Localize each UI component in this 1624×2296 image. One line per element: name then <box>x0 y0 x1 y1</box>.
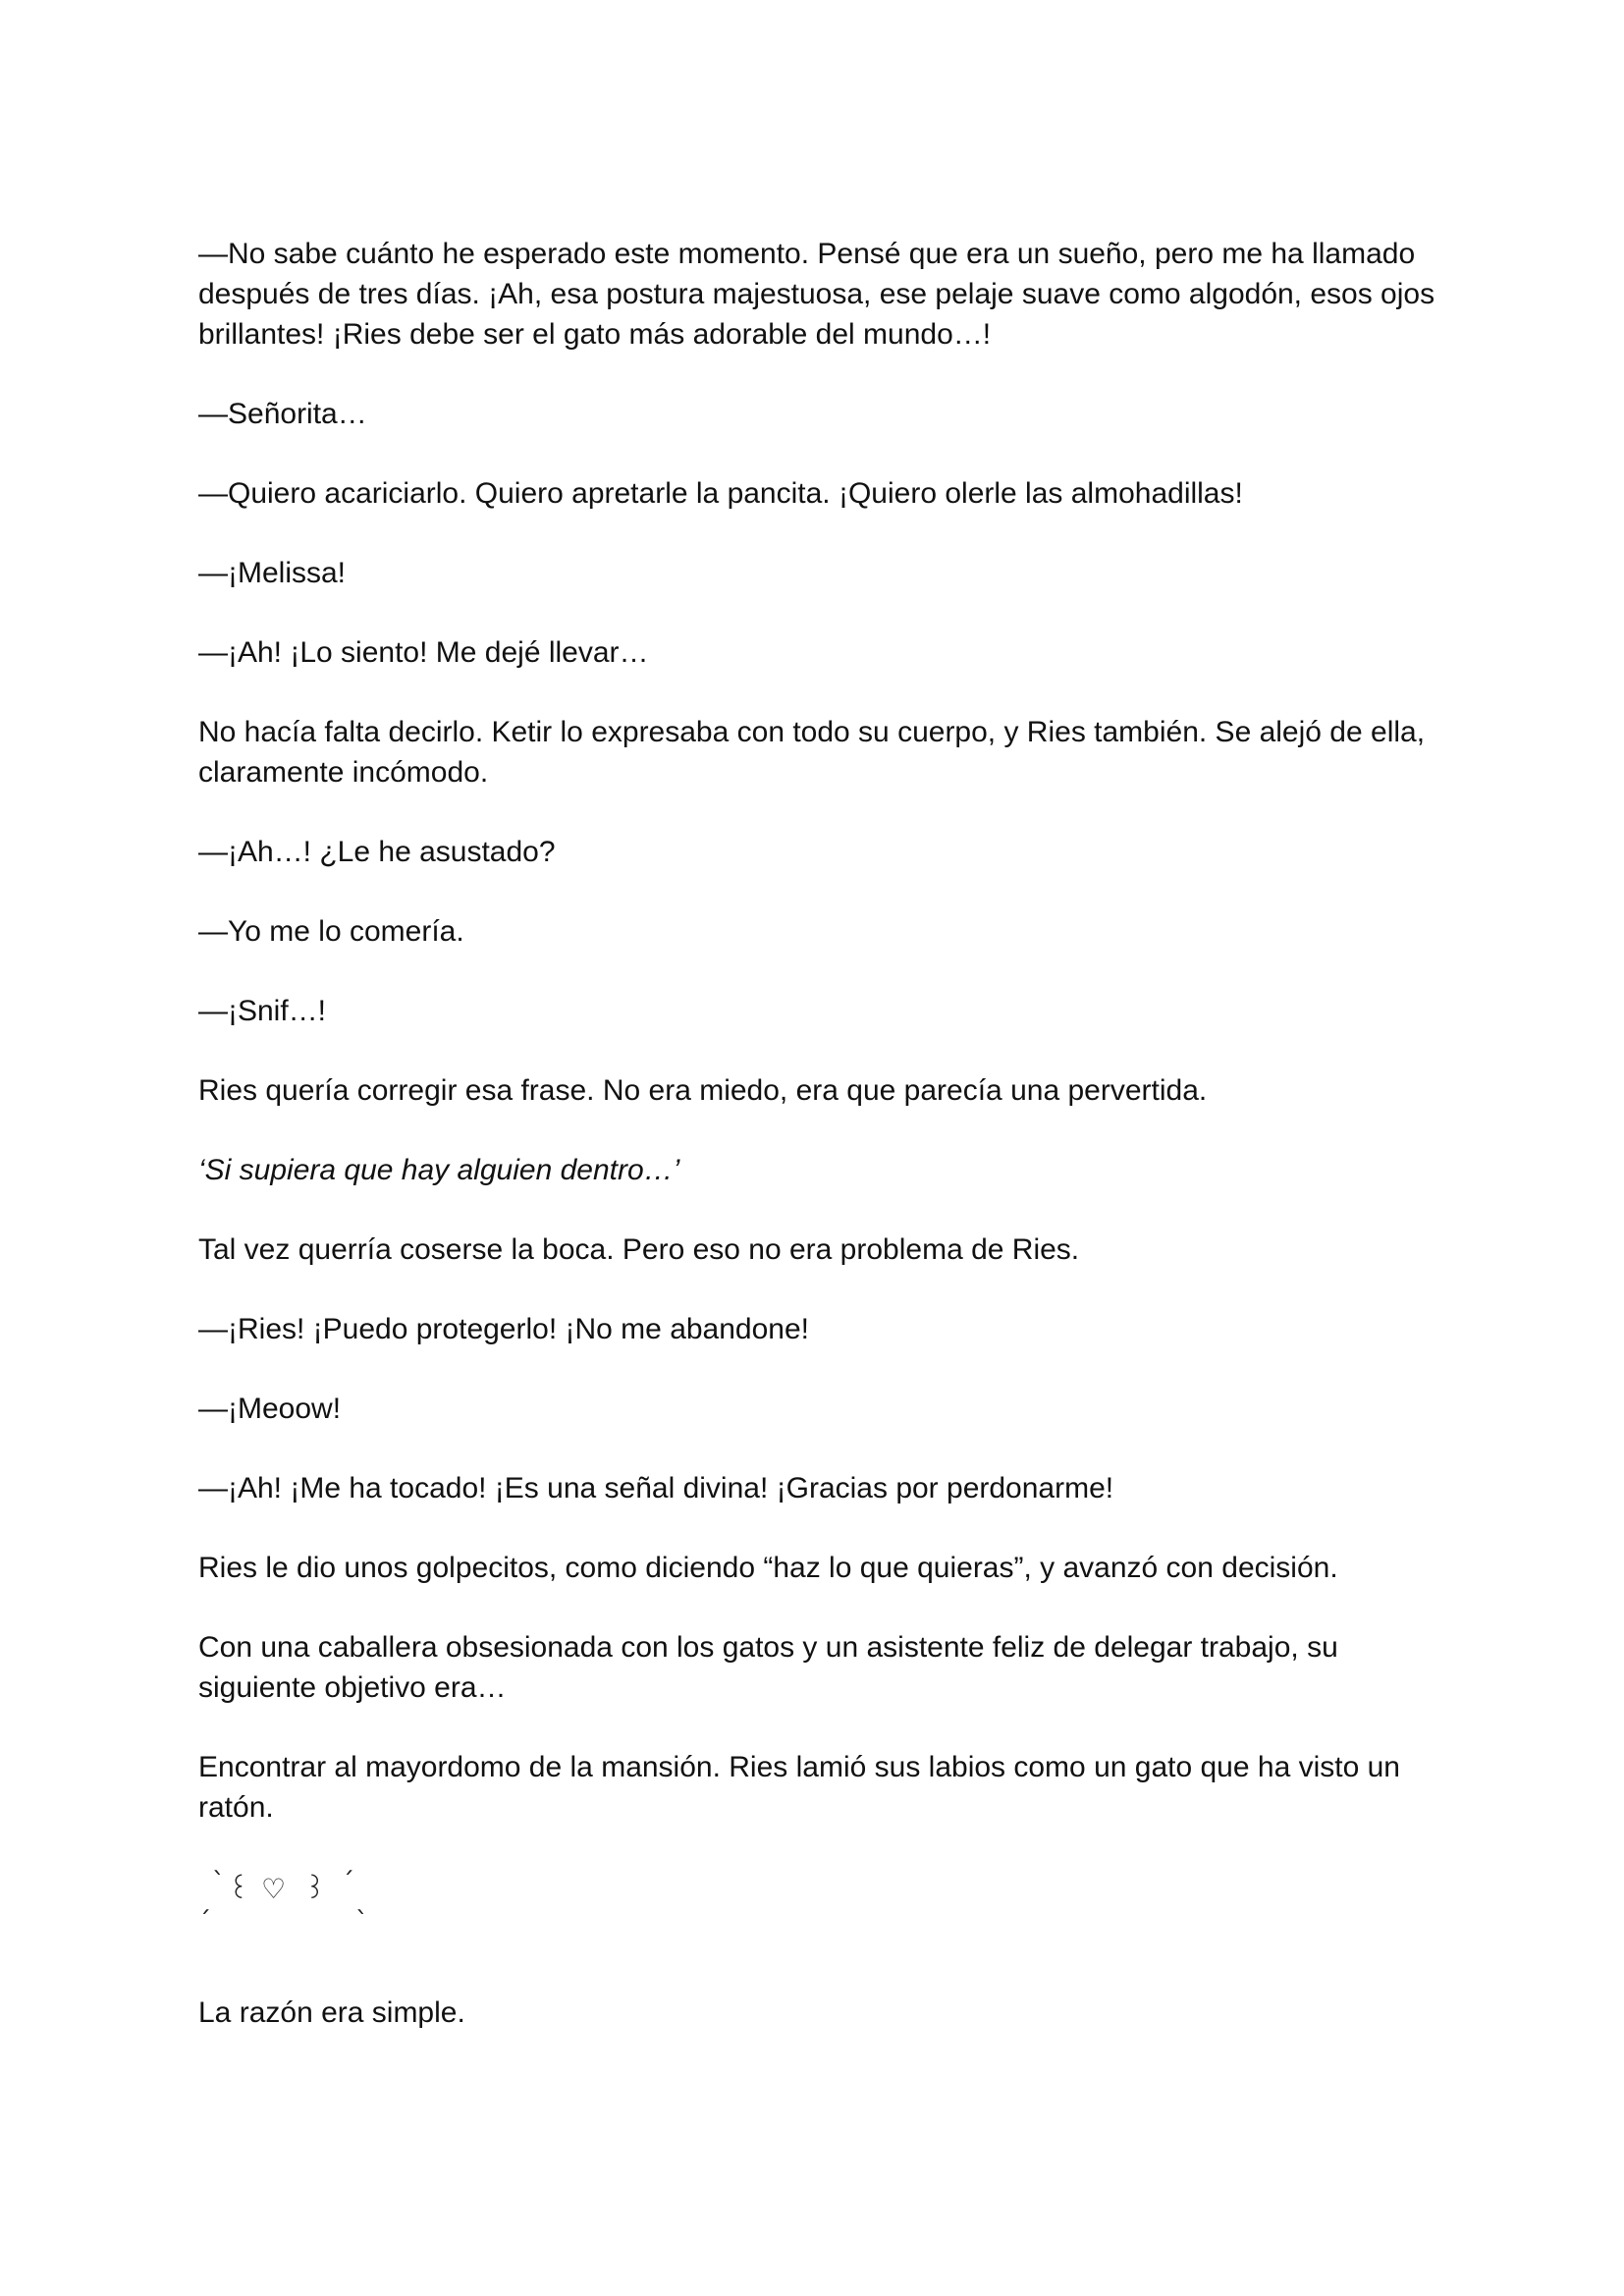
paragraph: —¡Snif…! <box>198 995 327 1027</box>
closing-paragraph: La razón era simple. <box>198 1996 465 2029</box>
divider-accent-right-high: ˊ <box>342 1868 354 1897</box>
divider-bracket-right: ꒱ <box>304 1873 326 1905</box>
thought-paragraph: ‘Si supiera que hay alguien dentro…’ <box>198 1154 680 1186</box>
divider-accent-right-low: ˎ <box>355 1886 368 1915</box>
divider-accent-left-high: ˋ <box>212 1868 225 1897</box>
paragraph: —¡Meoow! <box>198 1393 342 1425</box>
scene-divider <box>198 1867 1455 1916</box>
paragraph: Ries quería corregir esa frase. No era miedo, era que parecía una pervertida. <box>198 1074 1208 1107</box>
paragraph: —No sabe cuánto he esperado este momento. Pensé que era un sueño, pero me ha llamado después de tres días. ¡Ah, esa postura majestuosa, ese pelaje suave como algodón, esos ojos brillantes! ¡Ries debe ser el gato más adorable del mundo…! <box>198 238 1435 351</box>
paragraph: Ries le dio unos golpecitos, como diciendo “haz lo que quieras”, y avanzó con decisión. <box>198 1552 1338 1584</box>
paragraph: Tal vez querría coserse la boca. Pero eso no era problema de Ries. <box>198 1233 1080 1266</box>
paragraph: Con una caballera obsesionada con los gatos y un asistente feliz de delegar trabajo, su siguiente objetivo era… <box>198 1631 1338 1704</box>
paragraph: —¡Ries! ¡Puedo protegerlo! ¡No me abandone! <box>198 1313 810 1345</box>
spacer <box>198 1916 1455 1993</box>
paragraph: —¡Ah! ¡Me ha tocado! ¡Es una señal divina! ¡Gracias por perdonarme! <box>198 1472 1114 1504</box>
paragraph: —Yo me lo comería. <box>198 915 464 948</box>
divider-bracket-left: ꒰ <box>228 1873 249 1905</box>
paragraph: —¡Melissa! <box>198 557 347 589</box>
heart-icon: ♡ <box>261 1873 287 1905</box>
paragraph: —Quiero acariciarlo. Quiero apretarle la pancita. ¡Quiero olerle las almohadillas! <box>198 477 1243 510</box>
divider-accent-left-low: ˏ <box>198 1886 211 1915</box>
document-page <box>198 234 1455 2072</box>
paragraph: No hacía falta decirlo. Ketir lo expresaba con todo su cuerpo, y Ries también. Se alejó de ella, claramente incómodo. <box>198 716 1426 789</box>
paragraph: —Señorita… <box>198 398 367 430</box>
paragraph: Encontrar al mayordomo de la mansión. Ries lamió sus labios como un gato que ha visto un ratón. <box>198 1751 1400 1824</box>
paragraph: —¡Ah…! ¿Le he asustado? <box>198 836 556 868</box>
paragraph: —¡Ah! ¡Lo siento! Me dejé llevar… <box>198 636 649 669</box>
